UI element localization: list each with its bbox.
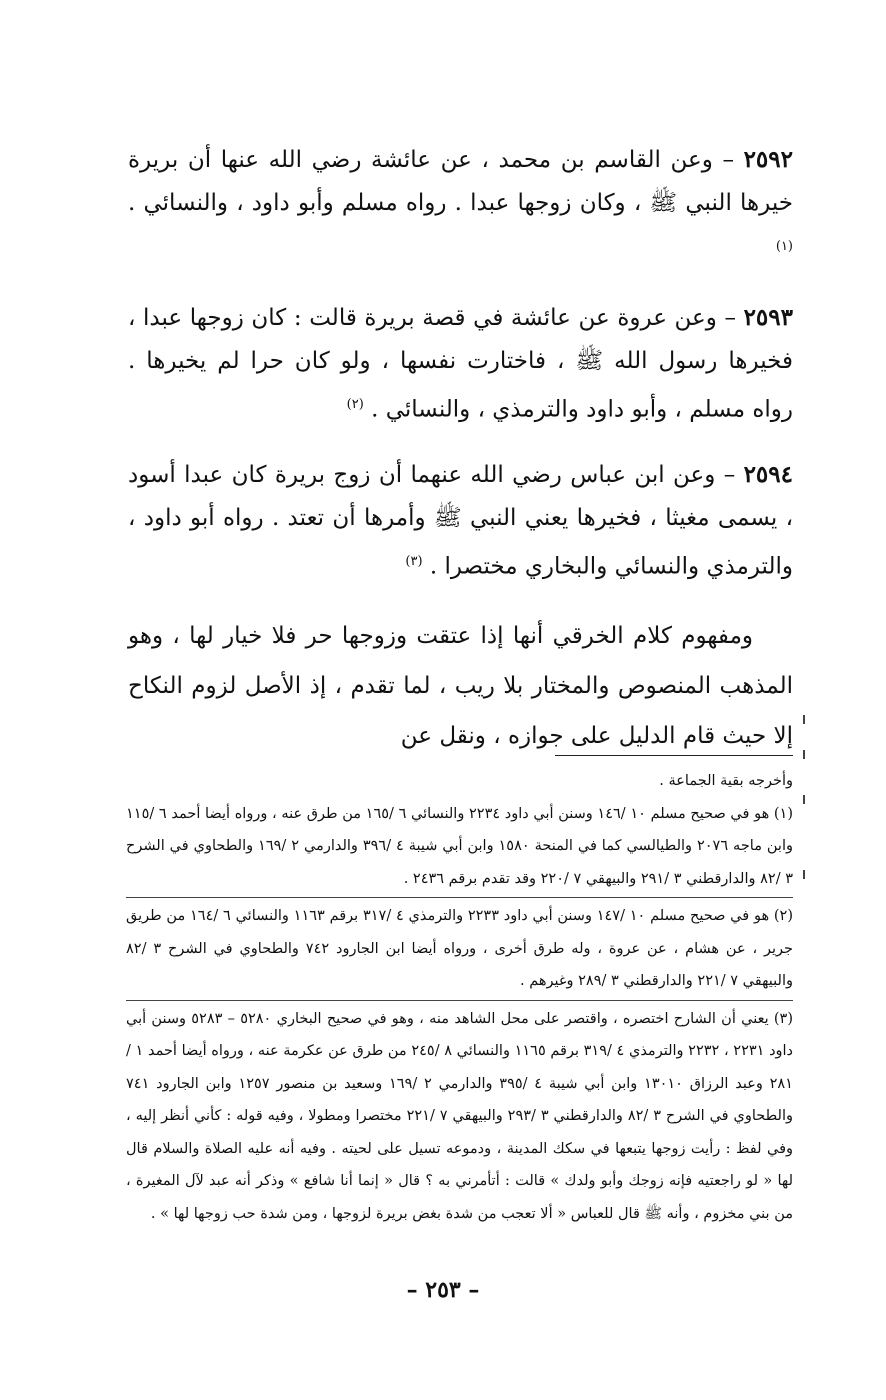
hadith-text: وعن ابن عباس رضي الله عنهما أن زوج بريرة كان عبدا أسود ، يسمى مغيثا ، فخيرها يعني النبي ﷺ وأمرها أن تعتد . رواه أبو داود ، والترمذي والنسائي والبخاري مختصرا .: [128, 462, 793, 580]
footnote-rule: [555, 755, 793, 756]
hadith-dash: –: [715, 462, 736, 489]
footnote-2: (٢) هو في صحيح مسلم ١٠ /١٤٧ وسنن أبي داود ٢٢٣٣ والترمذي ٤ /٣١٧ برقم ١١٦٣ والنسائي ٦ /١٦٤ من طريق جرير ، عن هشام ، عن عروة ، وله طرق أخرى ، ورواه أيضا ابن الجارود ٧٤٢ والطحاوي في الشرح ٣ /٨٢ والبيهقي ٧ /٢٢١ والدارقطني ٣ /٢٨٩ وغيرهم .: [126, 908, 794, 989]
footnotes: [126, 765, 793, 1230]
margin-mark: [803, 750, 805, 759]
margin-mark: [803, 795, 805, 804]
margin-mark: [803, 715, 805, 724]
footnote-ref: (٣): [405, 554, 423, 570]
main-text: [128, 138, 793, 761]
footnote-3: (٣) يعني أن الشارح اختصره ، واقتصر على محل الشاهد منه ، وهو في صحيح البخاري ٥٢٨٠ – ٥٢٨٣ وسنن أبي داود ٢٢٣١ ، ٢٢٣٢ والترمذي ٤ /٣١٩ برقم ١١٦٥ والنسائي ٨ /٢٤٥ من طرق عن عكرمة عنه ، ورواه أيضا أحمد ١ /٢٨١ وعبد الرزاق ١٣٠١٠ وابن أبي شيبة ٤ /٣٩٥ والدارمي ٢ /١٦٩ وسعيد بن منصور ١٢٥٧ وابن الجارود ٧٤١ والطحاوي في الشرح ٣ /٨٢ والدارقطني ٣ /٢٩٣ والبيهقي ٧ /٢٢١ مختصرا ومطولا ، وفيه قوله : كأني أنظر إليه ، وفي لفظ : رأيت زوجها يتبعها في سكك المدينة ، ودموعه تسيل على لحيته . وفيه أنه عليه الصلاة والسلام قال لها « لو راجعتيه فإنه زوجك وأبو ولدك » قالت : أتأمرني به ؟ قال « إنما أنا شافع » وذكر أنه عبد لآل المغيرة ، من بني مخزوم ، وأنه ﷺ قال للعباس « ألا تعجب من شدة بغض بريرة لزوجها ، ومن شدة حب زوجها لها » .: [126, 1010, 794, 1222]
hadith-entry: [128, 296, 793, 432]
hadith-dash: –: [716, 304, 736, 331]
footnote-ref: (٢): [346, 396, 364, 412]
footnote-divider: [126, 1000, 793, 1001]
hadith-text: وعن عروة عن عائشة في قصة بريرة قالت : كان زوجها عبدا ، فخيرها رسول الله ﷺ ، فاختارت نفسها ، ولو كان حرا لم يخيرها . رواه مسلم ، وأبو داود والترمذي ، والنسائي .: [128, 304, 793, 423]
footnote-1: (١) هو في صحيح مسلم ١٠ /١٤٦ وسنن أبي داود ٢٢٣٤ والنسائي ٦ /١٦٥ من طرق عنه ، ورواه أيضا أحمد ٦ /١١٥ وابن ماجه ٢٠٧٦ والطيالسي كما في المنحة ١٥٨٠ وابن أبي شيبة ٤ /٣٩٦ والدارمي ٢ /١٦٩ والطحاوي في الشرح ٣ /٨٢ والدارقطني ٣ /٢٩١ والبيهقي ٧ /٢٢٠ وقد تقدم برقم ٢٤٣٦ .: [126, 805, 794, 887]
page-number: – ٢٥٣ –: [406, 1277, 480, 1303]
hadith-entry: [128, 453, 793, 589]
hadith-number: ٢٥٩٣: [743, 303, 793, 331]
margin-mark: [803, 870, 805, 879]
hadith-entry: [128, 138, 793, 274]
hadith-number: ٢٥٩٤: [743, 461, 793, 489]
footnote-ref: (١): [775, 239, 793, 254]
commentary-paragraph: ومفهوم كلام الخرقي أنها إذا عتقت وزوجها حر فلا خيار لها ، وهو المذهب المنصوص والمختار بلا ريب ، لما تقدم ، إذ الأصل لزوم النكاح إلا حيث قام الدليل على جوازه ، ونقل عن: [128, 622, 793, 749]
hadith-dash: –: [712, 147, 734, 173]
hadith-text: وعن القاسم بن محمد ، عن عائشة رضي الله عنها أن بريرة خيرها النبي ﷺ ، وكان زوجها عبدا . رواه مسلم وأبو داود ، والنسائي .: [128, 147, 793, 216]
footnote-continuation: وأخرجه بقية الجماعة .: [659, 773, 793, 789]
footnote-divider: [126, 897, 793, 898]
margin-marks: [803, 715, 809, 880]
hadith-number: ٢٥٩٢: [743, 146, 793, 173]
